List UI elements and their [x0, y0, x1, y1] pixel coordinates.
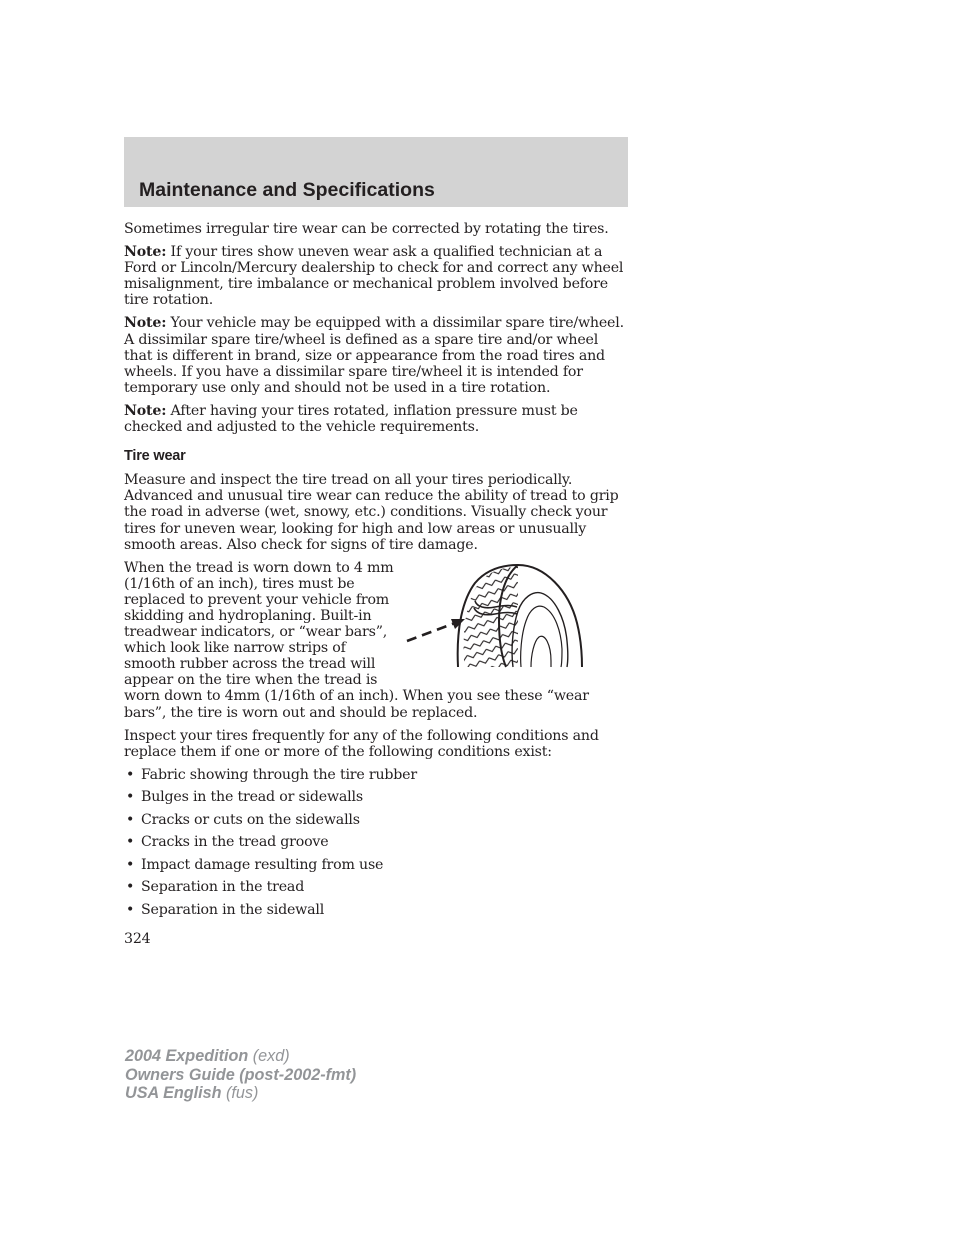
note-label: Note: [124, 315, 167, 332]
list-item: • Fabric showing through the tire rubber [124, 767, 628, 783]
wear-bar-arrow-icon [407, 619, 465, 641]
list-item: • Bulges in the tread or sidewalls [124, 789, 628, 805]
list-item: • Separation in the tread [124, 879, 628, 895]
tire-wear-paragraph: When the tread is worn down to 4 mm (1/16th of an inch), tires must be replaced to prevent your vehicle from skidding and hydroplaning. Built-in treadwear indicators, or “wear bars”, which look like narrow strips of smooth rubber across the tread will appear on the tire when the tread is worn down to 4mm (1/16th of an inch). When you see these “wear bars”, the tire is worn out and should be replaced. [124, 559, 589, 721]
intro-paragraph: Sometimes irregular tire wear can be corrected by rotating the tires. [124, 221, 609, 237]
list-item: • Impact damage resulting from use [124, 857, 628, 873]
footer-language-code: (fus) [221, 1084, 259, 1103]
note-paragraph [124, 403, 628, 435]
section-title: Maintenance and Specifications [139, 179, 435, 201]
document-footer [125, 1047, 356, 1103]
tire-wear-heading: Tire wear [124, 448, 186, 465]
list-item: • Cracks or cuts on the sidewalls [124, 812, 628, 828]
note-text: After having your tires rotated, inflation pressure must be checked and adjusted to the vehicle requirements. [124, 402, 578, 436]
note-label: Note: [124, 402, 167, 419]
section-header-band [124, 137, 628, 207]
note-paragraph [124, 315, 628, 395]
tire-wear-paragraph: Inspect your tires frequently for any of the following conditions and replace them if one or more of the following conditions exist: [124, 727, 599, 760]
footer-model-code: (exd) [248, 1047, 290, 1065]
note-text: Your vehicle may be equipped with a dissimilar spare tire/wheel. A dissimilar spare tire/wheel is defined as a spare tire and/or wheel that is different in brand, size or appearance from the road tires and wheels. If you have a dissimilar spare tire/wheel it is intended for temporary use only and should not be used in a tire rotation. [124, 315, 624, 396]
footer-guide: Owners Guide (post-2002-fmt) [125, 1065, 357, 1084]
note-label: Note: [124, 244, 167, 261]
main-content [124, 221, 628, 947]
list-item: • Cracks in the tread groove [124, 834, 628, 850]
page-number: 324 [124, 930, 151, 947]
footer-line [125, 1047, 356, 1066]
note-text: If your tires show uneven wear ask a qualified technician at a Ford or Lincoln/Mercury dealership to check for and correct any wheel misalignment, tire imbalance or mechanical problem involved before tire rotation. [124, 244, 624, 309]
footer-line [125, 1084, 356, 1103]
footer-line [125, 1066, 356, 1085]
conditions-list [124, 767, 628, 918]
tire-wear-paragraph: Measure and inspect the tire tread on all your tires periodically. Advanced and unusual tire wear can reduce the ability of tread to grip the road in adverse (wet, snowy, etc.) conditions. Visually check your tires for uneven wear, looking for high and low areas or unusually smooth areas. Also check for signs of tire damage. [124, 472, 619, 553]
note-paragraph [124, 244, 628, 308]
tire-icon [453, 565, 585, 667]
list-item: • Separation in the sidewall [124, 902, 628, 918]
footer-model: 2004 Expedition [125, 1047, 249, 1065]
footer-language: USA English [125, 1084, 222, 1103]
tire-tread-illustration [405, 561, 630, 673]
